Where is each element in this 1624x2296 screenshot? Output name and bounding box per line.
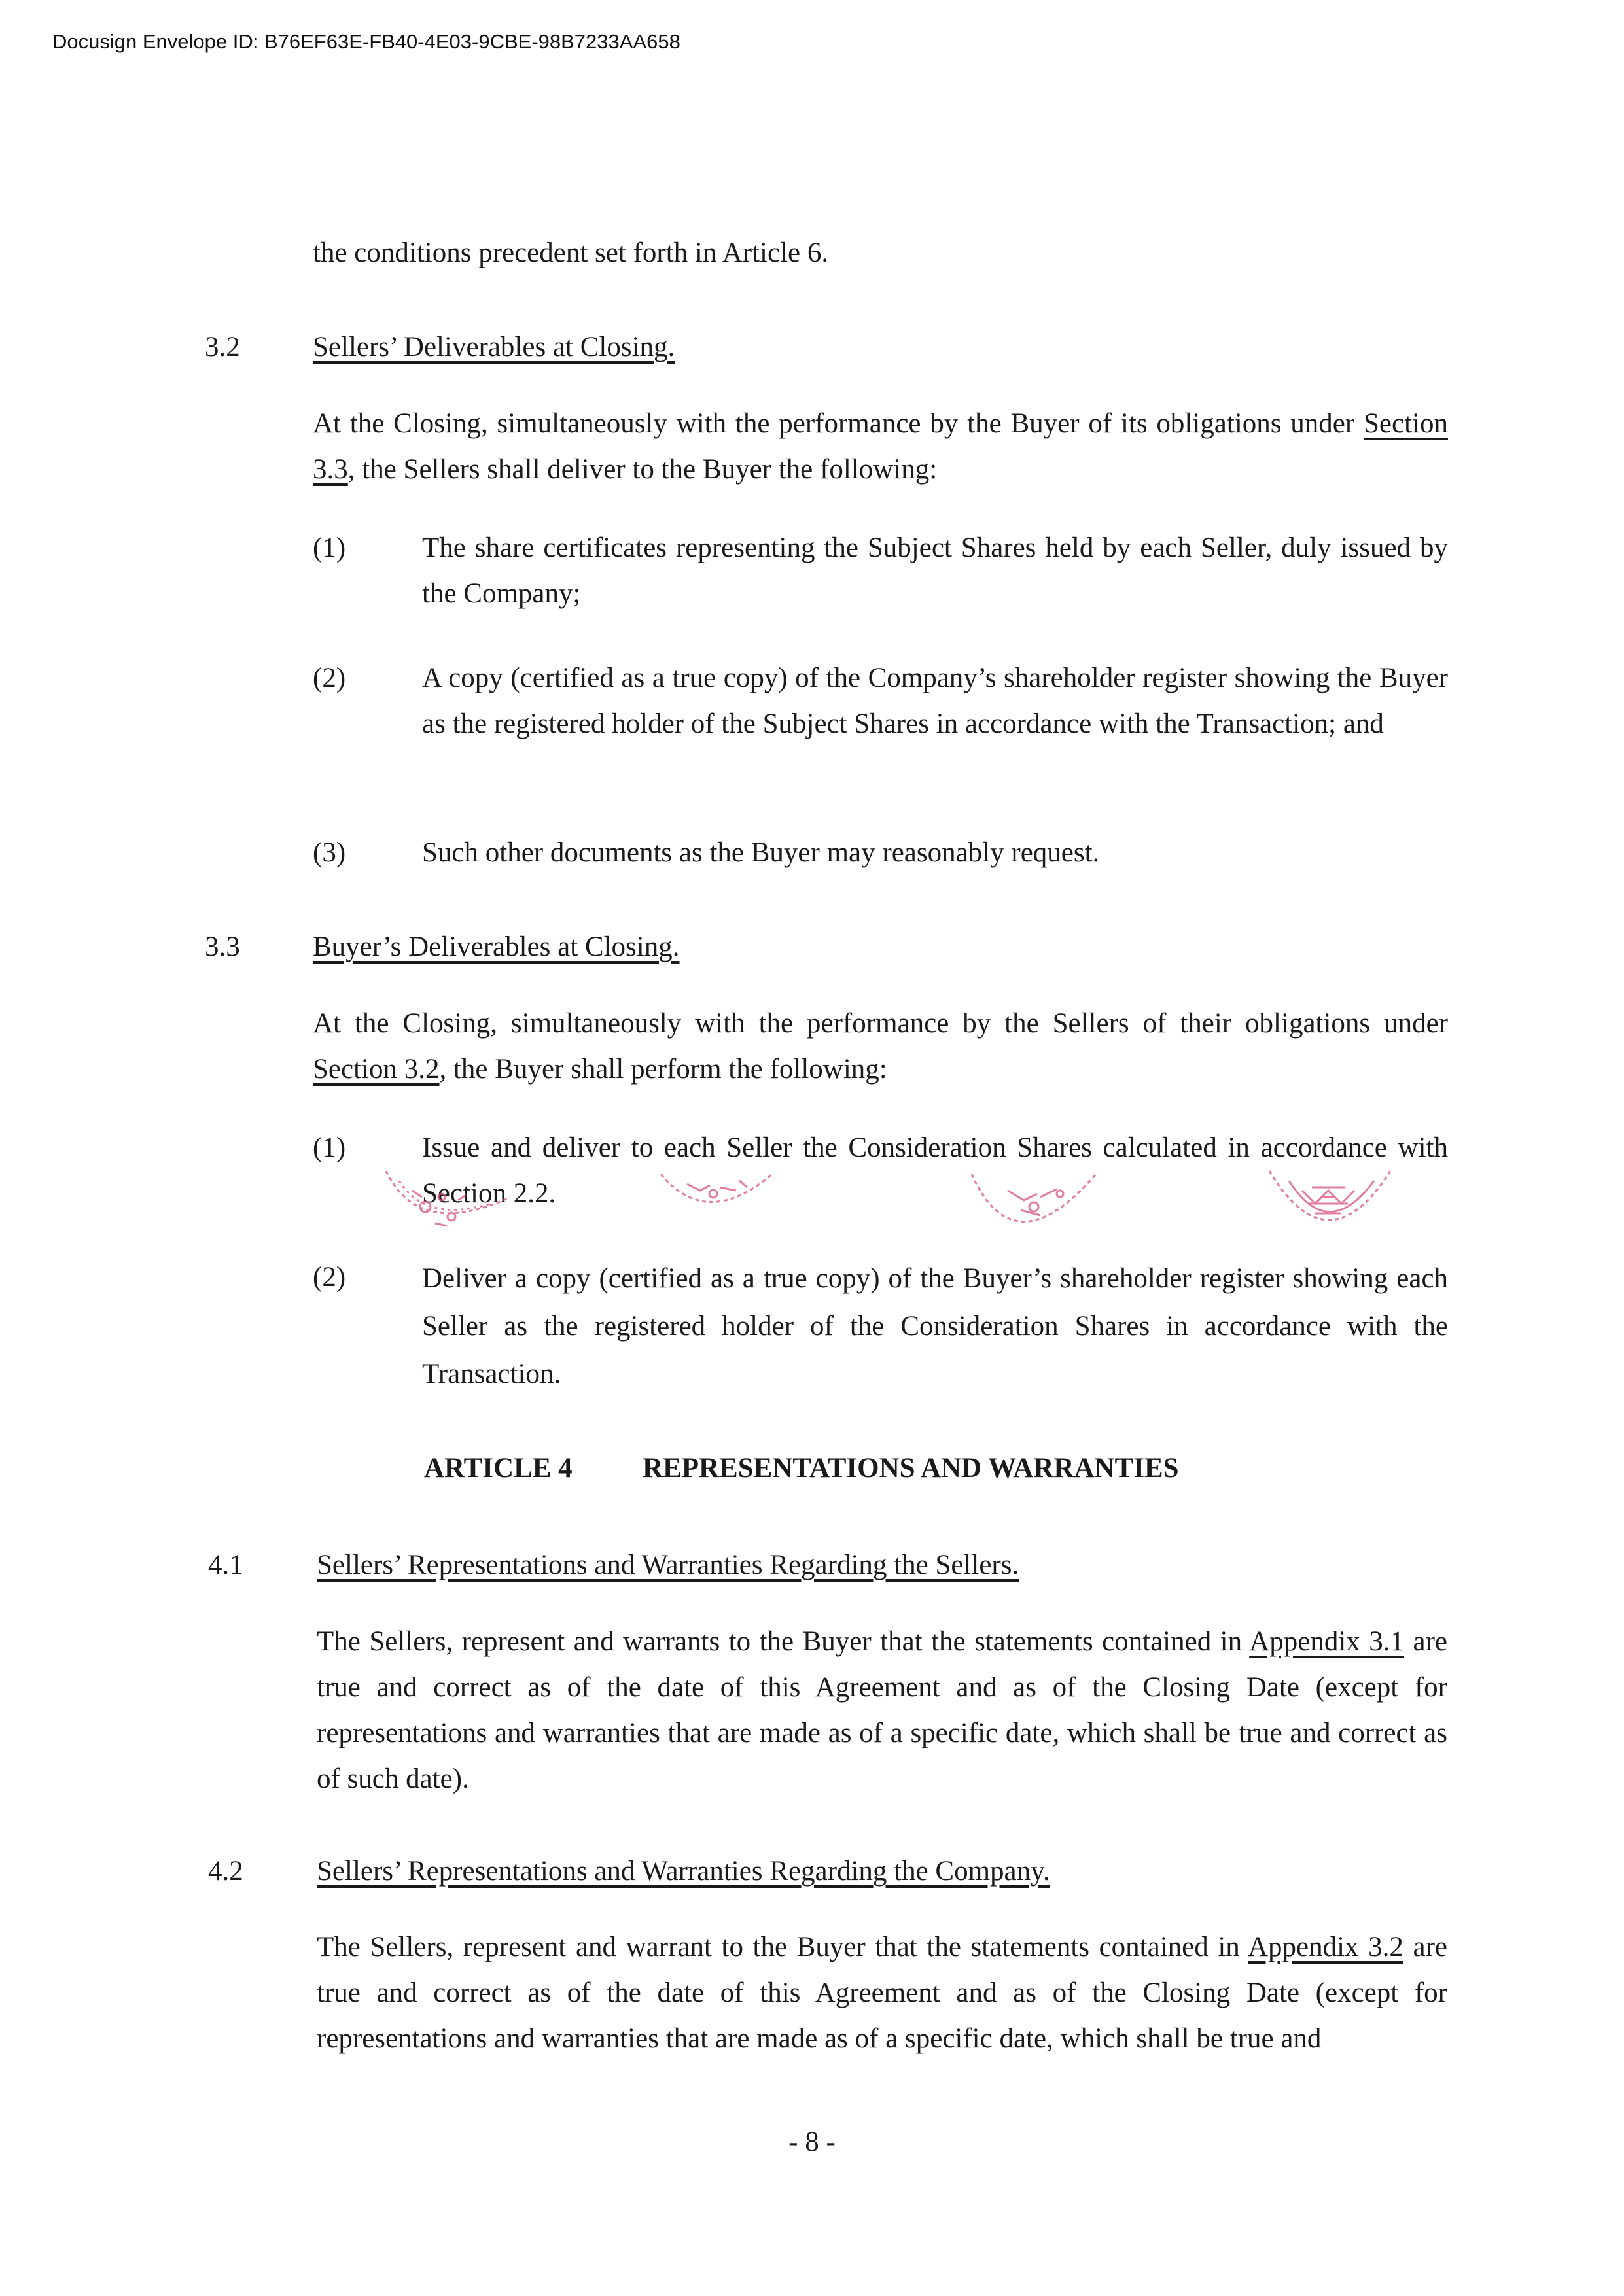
section-number-4-1: 4.1	[208, 1550, 243, 1580]
list-item-number: (3)	[313, 837, 346, 868]
intro-text-b: , the Buyer shall perform the following:	[439, 1054, 887, 1085]
section-number-3-3: 3.3	[205, 931, 240, 962]
section-number-3-2: 3.2	[205, 332, 240, 362]
intro-line: the conditions precedent set forth in Article 6.	[313, 237, 829, 268]
intro-text-a: At the Closing, simultaneously with the performance by the Sellers of their obligations under	[313, 1008, 1448, 1039]
section-heading-3-3: Buyer’s Deliverables at Closing.	[313, 931, 680, 962]
list-item-text: Such other documents as the Buyer may reasonably request.	[422, 837, 1100, 868]
intro-text-a: At the Closing, simultaneously with the performance by the Buyer of its obligations under	[313, 408, 1364, 439]
section-heading-4-2: Sellers’ Representations and Warranties Regarding the Company.	[317, 1856, 1050, 1887]
section-heading-3-2: Sellers’ Deliverables at Closing.	[313, 332, 675, 362]
section-heading-4-1: Sellers’ Representations and Warranties Regarding the Sellers.	[317, 1550, 1019, 1580]
section-body-4-1	[317, 1619, 1447, 1802]
article-title: REPRESENTATIONS AND WARRANTIES	[643, 1453, 1179, 1484]
list-item-text: Issue and deliver to each Seller the Consideration Shares calculated in accordance with Section 2.2.	[422, 1132, 1448, 1209]
body-text-a: The Sellers, represent and warrant to the Buyer that the statements contained in	[317, 1932, 1248, 1962]
body-text-a: The Sellers, represent and warrants to the Buyer that the statements contained in	[317, 1626, 1250, 1657]
list-item-number: (1)	[313, 532, 346, 563]
body-text-b: are true and correct as of the date of this Agreement and as of the Closing Date (except for representations and warranties that are made as of a specific date, which shall be true and correct as of such date).	[317, 1626, 1447, 1794]
section-intro-3-2	[313, 401, 1448, 493]
appendix-ref-link[interactable]: Appendix 3.1	[1249, 1626, 1405, 1657]
section-intro-3-3	[313, 1001, 1448, 1092]
seal-stamp-icon	[654, 1171, 785, 1223]
section-ref-link[interactable]: Section 3.2	[313, 1054, 440, 1085]
body-text-b: are true and correct as of the date of this Agreement and as of the Closing Date (except for representations and warranties that are made as of a specific date, which shall be true and	[317, 1932, 1447, 2054]
seal-stamp-icon	[968, 1171, 1106, 1243]
section-body-4-2	[317, 1924, 1447, 2062]
seal-stamp-icon	[380, 1158, 530, 1243]
page-number: - 8 -	[788, 2127, 836, 2157]
list-item-number: (2)	[313, 1262, 346, 1293]
list-item-number: (1)	[313, 1132, 346, 1163]
article-label: ARTICLE 4	[424, 1453, 573, 1484]
list-item-text: Deliver a copy (certified as a true copy) of the Buyer’s shareholder register showing each Seller as the registered holder of the Consideration Shares in accordance with the Transaction.	[422, 1263, 1448, 1389]
seal-stamp-icon	[1263, 1164, 1400, 1243]
list-item-number: (2)	[313, 663, 346, 693]
envelope-id: Docusign Envelope ID: B76EF63E-FB40-4E03-9CBE-98B7233AA658	[52, 30, 680, 53]
section-number-4-2: 4.2	[208, 1856, 243, 1887]
intro-text-b: , the Sellers shall deliver to the Buyer the following:	[347, 454, 938, 485]
section-ref-link[interactable]: Section 3.3	[313, 408, 1448, 485]
list-item-text: A copy (certified as a true copy) of the Company’s shareholder register showing the Buyer as the registered holder of the Subject Shares in accordance with the Transaction; and	[422, 663, 1448, 739]
appendix-ref-link[interactable]: Appendix 3.2	[1248, 1932, 1403, 1962]
list-item-text: The share certificates representing the Subject Shares held by each Seller, duly issued by the Company;	[422, 532, 1448, 609]
